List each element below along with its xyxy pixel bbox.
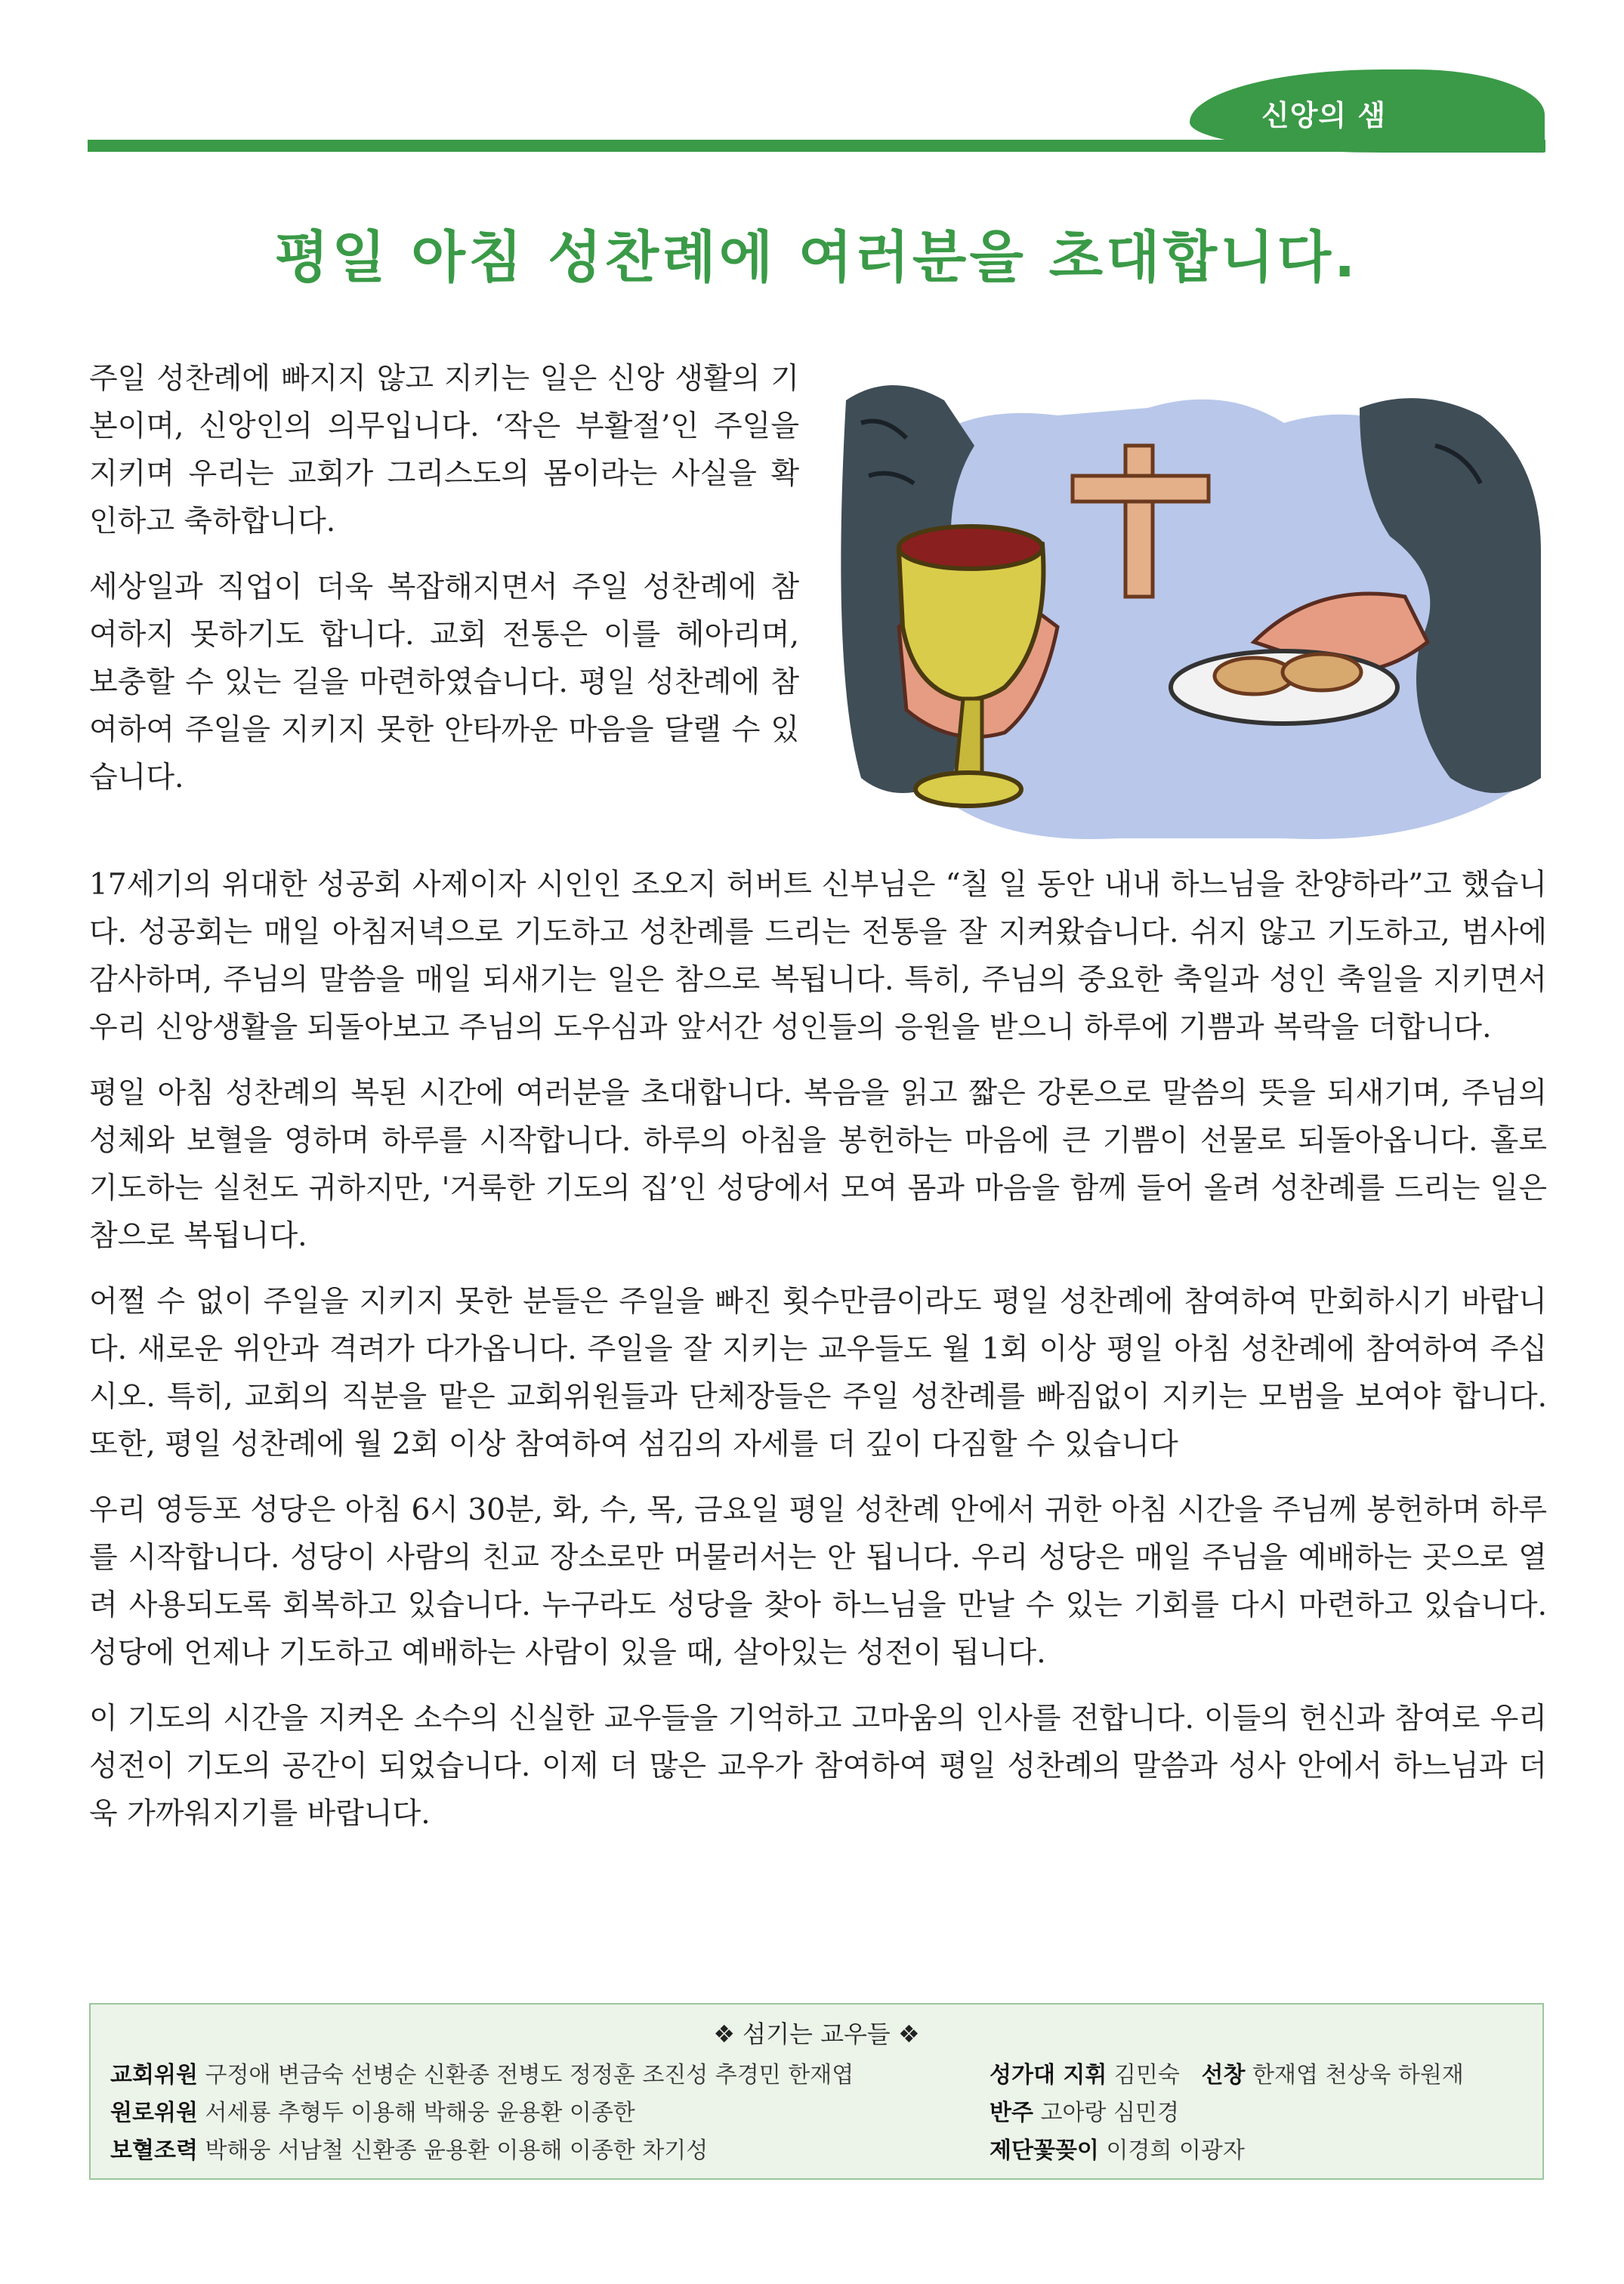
role-label: 원로위원	[110, 2100, 198, 2126]
paragraph: 평일 아침 성찬례의 복된 시간에 여러분을 초대합니다. 복음을 읽고 짧은 강론으로 말씀의 뜻을 되새기며, 주님의 성체와 보혈을 영하며 하루를 시작합니다. 하루의 아침을 봉헌하는 마음에 큰 기쁨이 선물로 되돌아옵니다. 홀로 기도하는 실천도 귀하지만, '거룩한 기도의 집’인 성당에서 모여 몸과 마음을 함께 들어 올려 성찬례를 드리는 일은 참으로 복됩니다.	[89, 1076, 1547, 1253]
paragraph: 우리 영등포 성당은 아침 6시 30분, 화, 수, 목, 금요일 평일 성찬례 안에서 귀한 아침 시간을 주님께 봉헌하며 하루를 시작합니다. 성당이 사람의 친교 장소로만 머물러서는 안 됩니다. 우리 성당은 매일 주님을 예배하는 곳으로 열려 사용되도록 회복하고 있습니다. 누구라도 성당을 찾아 하느님을 만날 수 있는 기회를 다시 마련하고 있습니다. 성당에 언제나 기도하고 예배하는 사람이 있을 때, 살아있는 성전이 됩니다.	[89, 1493, 1547, 1670]
role-names: 한재엽 천상욱 하원재	[1252, 2062, 1464, 2088]
server-row	[110, 2056, 854, 2089]
server-row	[110, 2131, 708, 2165]
server-row	[990, 2094, 1179, 2127]
paragraph: 어쩔 수 없이 주일을 지키지 못한 분들은 주일을 빠진 횟수만큼이라도 평일 성찬례에 참여하여 만회하시기 바랍니다. 새로운 위안과 격려가 다가옵니다. 주일을 잘 지키는 교우들도 월 1회 이상 평일 아침 성찬례에 참여하여 주십시오. 특히, 교회의 직분을 맡은 교회위원들과 단체장들은 주일 성찬례를 빠짐없이 지키는 모범을 보여야 합니다. 또한, 평일 성찬례에 월 2회 이상 참여하여 섬김의 자세를 더 깊이 다짐할 수 있습니다	[89, 1285, 1547, 1461]
section-tab	[1190, 69, 1545, 153]
paragraph: 세상일과 직업이 더욱 복잡해지면서 주일 성찬례에 참여하지 못하기도 합니다. 교회 전통은 이를 헤아리며, 보충할 수 있는 길을 마련하였습니다. 평일 성찬례에 참여하여 주일을 지키지 못한 안타까운 마음을 달랠 수 있습니다.	[89, 570, 799, 795]
role-label: 제단꽃꽂이	[990, 2137, 1099, 2164]
role-label: 선창	[1201, 2062, 1246, 2088]
role-label: 반주	[990, 2100, 1033, 2126]
role-names: 김민숙	[1113, 2062, 1180, 2088]
page-title: 평일 아침 성찬례에 여러분을 초대합니다.	[274, 225, 1359, 290]
role-names: 고아랑 심민경	[1040, 2100, 1179, 2126]
paragraph: 주일 성찬례에 빠지지 않고 지키는 일은 신앙 생활의 기본이며, 신앙인의 의무입니다. ‘작은 부활절’인 주일을 지키며 우리는 교회가 그리스도의 몸이라는 사실을 확인하고 축하합니다.	[89, 362, 799, 539]
paragraph: 17세기의 위대한 성공회 사제이자 시인인 조오지 허버트 신부님은 “칠 일 동안 내내 하느님을 찬양하라”고 했습니다. 성공회는 매일 아침저녁으로 기도하고 성찬례를 드리는 전통을 잘 지켜왔습니다. 쉬지 않고 기도하고, 범사에 감사하며, 주님의 말씀을 매일 되새기는 일은 참으로 복됩니다. 특히, 주님의 중요한 축일과 성인 축일을 지키면서 우리 신앙생활을 되돌아보고 주님의 도우심과 앞서간 성인들의 응원을 받으니 하루에 기쁨과 복락을 더합니다.	[89, 868, 1547, 1045]
main-text	[89, 861, 1547, 1856]
servers-box	[89, 2003, 1544, 2180]
role-names: 이경희 이광자	[1106, 2137, 1245, 2164]
role-names: 구정애 변금숙 선병순 신환종 전병도 정정훈 조진성 추경민 한재엽	[205, 2062, 854, 2088]
server-row	[110, 2094, 635, 2127]
server-row	[990, 2056, 1464, 2089]
paragraph: 이 기도의 시간을 지켜온 소수의 신실한 교우들을 기억하고 고마움의 인사를 전합니다. 이들의 헌신과 참여로 우리 성전이 기도의 공간이 되었습니다. 이제 더 많은 교우가 참여하여 평일 성찬례의 말씀과 성사 안에서 하느님과 더욱 가까워지기를 바랍니다.	[89, 1702, 1547, 1831]
server-row	[990, 2131, 1245, 2165]
role-names: 서세룡 추형두 이용해 박해웅 윤용환 이종한	[205, 2100, 635, 2126]
role-label: 교회위원	[110, 2062, 198, 2088]
intro-column	[89, 355, 799, 819]
role-names: 박해웅 서남철 신환종 윤용환 이용해 이종한 차기성	[205, 2137, 709, 2164]
role-label: 성가대 지휘	[990, 2062, 1107, 2088]
servers-title: ❖ 섬기는 교우들 ❖	[713, 2020, 920, 2048]
communion-illustration	[831, 355, 1547, 853]
role-label: 보혈조력	[110, 2137, 198, 2164]
section-label: 신앙의 샘	[1261, 99, 1387, 132]
